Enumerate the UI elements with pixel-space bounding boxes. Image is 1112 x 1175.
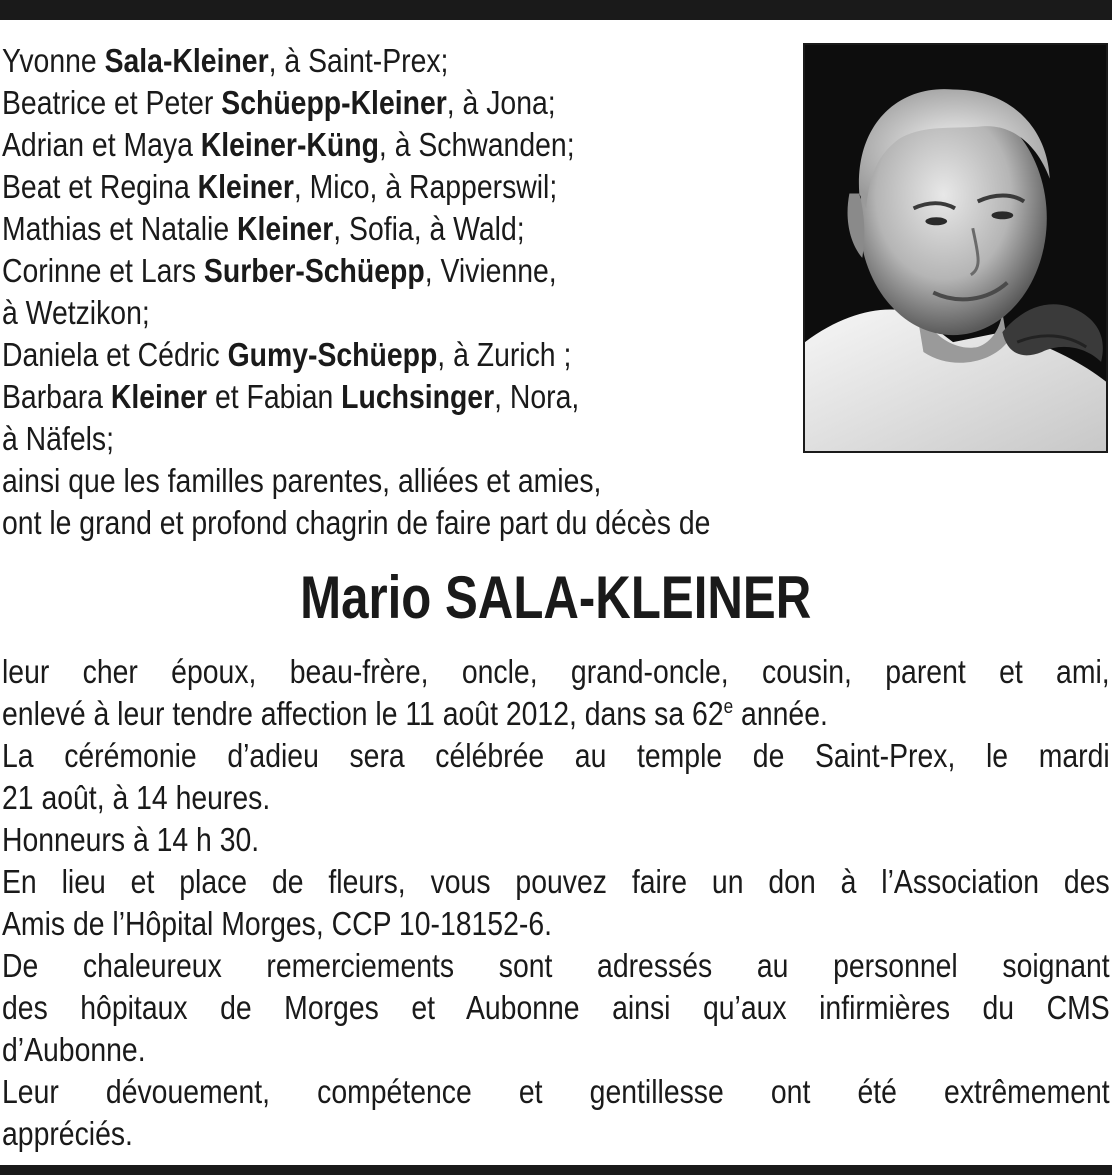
body-line: [2, 987, 1110, 1029]
family-text: et Fabian: [207, 378, 342, 415]
family-text: , Nora,: [494, 378, 580, 415]
family-surname: Surber-Schüepp: [203, 252, 425, 289]
deceased-name: Mario SALA-KLEINER: [300, 564, 812, 631]
family-line: [2, 124, 681, 166]
family-text: , Vivienne,: [424, 252, 557, 289]
body-text: d’Aubonne.: [2, 1031, 146, 1068]
body-text: Honneurs à 14 h 30.: [2, 821, 260, 858]
family-text: , à Saint-Prex;: [268, 42, 449, 79]
family-text: ont le grand et profond chagrin de faire part du décès de: [2, 504, 711, 541]
body-line: [2, 1113, 1110, 1155]
body-text: En lieu et place de fleurs, vous pouvez faire un don à l’Association des: [2, 863, 1110, 900]
family-text: à Näfels;: [2, 420, 115, 457]
family-line: [2, 376, 681, 418]
body-line: [2, 777, 1110, 819]
family-text: Yvonne: [2, 42, 105, 79]
body-line: [2, 945, 1110, 987]
body-line: [2, 651, 1110, 693]
family-surname: Kleiner: [197, 168, 294, 205]
body-line: [2, 819, 1110, 861]
body-text: appréciés.: [2, 1115, 133, 1152]
family-line: [2, 250, 681, 292]
body-line: [2, 735, 1110, 777]
family-surname: Luchsinger: [341, 378, 495, 415]
family-text: ainsi que les familles parentes, alliées et amies,: [2, 462, 602, 499]
body-text-after: année.: [733, 695, 828, 732]
portrait-image: [805, 45, 1106, 451]
family-text: Daniela et Cédric: [2, 336, 228, 373]
family-line: [2, 418, 681, 460]
body-line: [2, 1071, 1110, 1113]
body-text: 21 août, à 14 heures.: [2, 779, 271, 816]
family-surname: Gumy-Schüepp: [227, 336, 438, 373]
family-text: à Wetzikon;: [2, 294, 150, 331]
family-text: , Sofia, à Wald;: [333, 210, 525, 247]
family-line: [2, 208, 681, 250]
family-text: , à Schwanden;: [378, 126, 575, 163]
body-text: enlevé à leur tendre affection le 11 août 2012, dans sa 62: [2, 695, 724, 732]
family-line: [2, 292, 681, 334]
family-line: [2, 166, 681, 208]
body-text: leur cher époux, beau-frère, oncle, grand-oncle, cousin, parent et ami,: [2, 653, 1110, 690]
body-line: [2, 1029, 1110, 1071]
body-text: Leur dévouement, compétence et gentillesse ont été extrêmement: [2, 1073, 1110, 1110]
bottom-rule: [0, 1165, 1112, 1175]
family-text: Beatrice et Peter: [2, 84, 222, 121]
family-line: [2, 334, 681, 376]
family-text: Adrian et Maya: [2, 126, 201, 163]
body-text: des hôpitaux de Morges et Aubonne ainsi qu’aux infirmières du CMS: [2, 989, 1110, 1026]
family-text: , à Zurich ;: [437, 336, 572, 373]
body-line: [2, 861, 1110, 903]
announcement-body: [2, 651, 1110, 1155]
family-text: , Mico, à Rapperswil;: [293, 168, 558, 205]
family-text: Beat et Regina: [2, 168, 198, 205]
family-line: [2, 502, 711, 544]
family-text: Mathias et Natalie: [2, 210, 238, 247]
family-surname: Sala-Kleiner: [104, 42, 269, 79]
family-surname: Kleiner: [110, 378, 208, 415]
family-line: [2, 82, 681, 124]
portrait-photo: [803, 43, 1108, 453]
family-surname: Kleiner-Küng: [200, 126, 379, 163]
top-rule: [0, 0, 1112, 20]
family-text: Barbara: [2, 378, 111, 415]
superscript: e: [723, 696, 734, 718]
family-line: [2, 460, 681, 502]
body-text: La cérémonie d’adieu sera célébrée au temple de Saint-Prex, le mardi: [2, 737, 1110, 774]
family-surname: Kleiner: [237, 210, 334, 247]
body-line: [2, 693, 1110, 735]
family-text: , à Jona;: [446, 84, 556, 121]
body-text: De chaleureux remerciements sont adressés au personnel soignant: [2, 947, 1110, 984]
body-text: Amis de l’Hôpital Morges, CCP 10-18152-6.: [2, 905, 552, 942]
family-surname: Schüepp-Kleiner: [221, 84, 447, 121]
family-text: Corinne et Lars: [2, 252, 204, 289]
family-line: [2, 40, 681, 82]
family-list: [2, 40, 711, 544]
body-line: [2, 903, 1110, 945]
